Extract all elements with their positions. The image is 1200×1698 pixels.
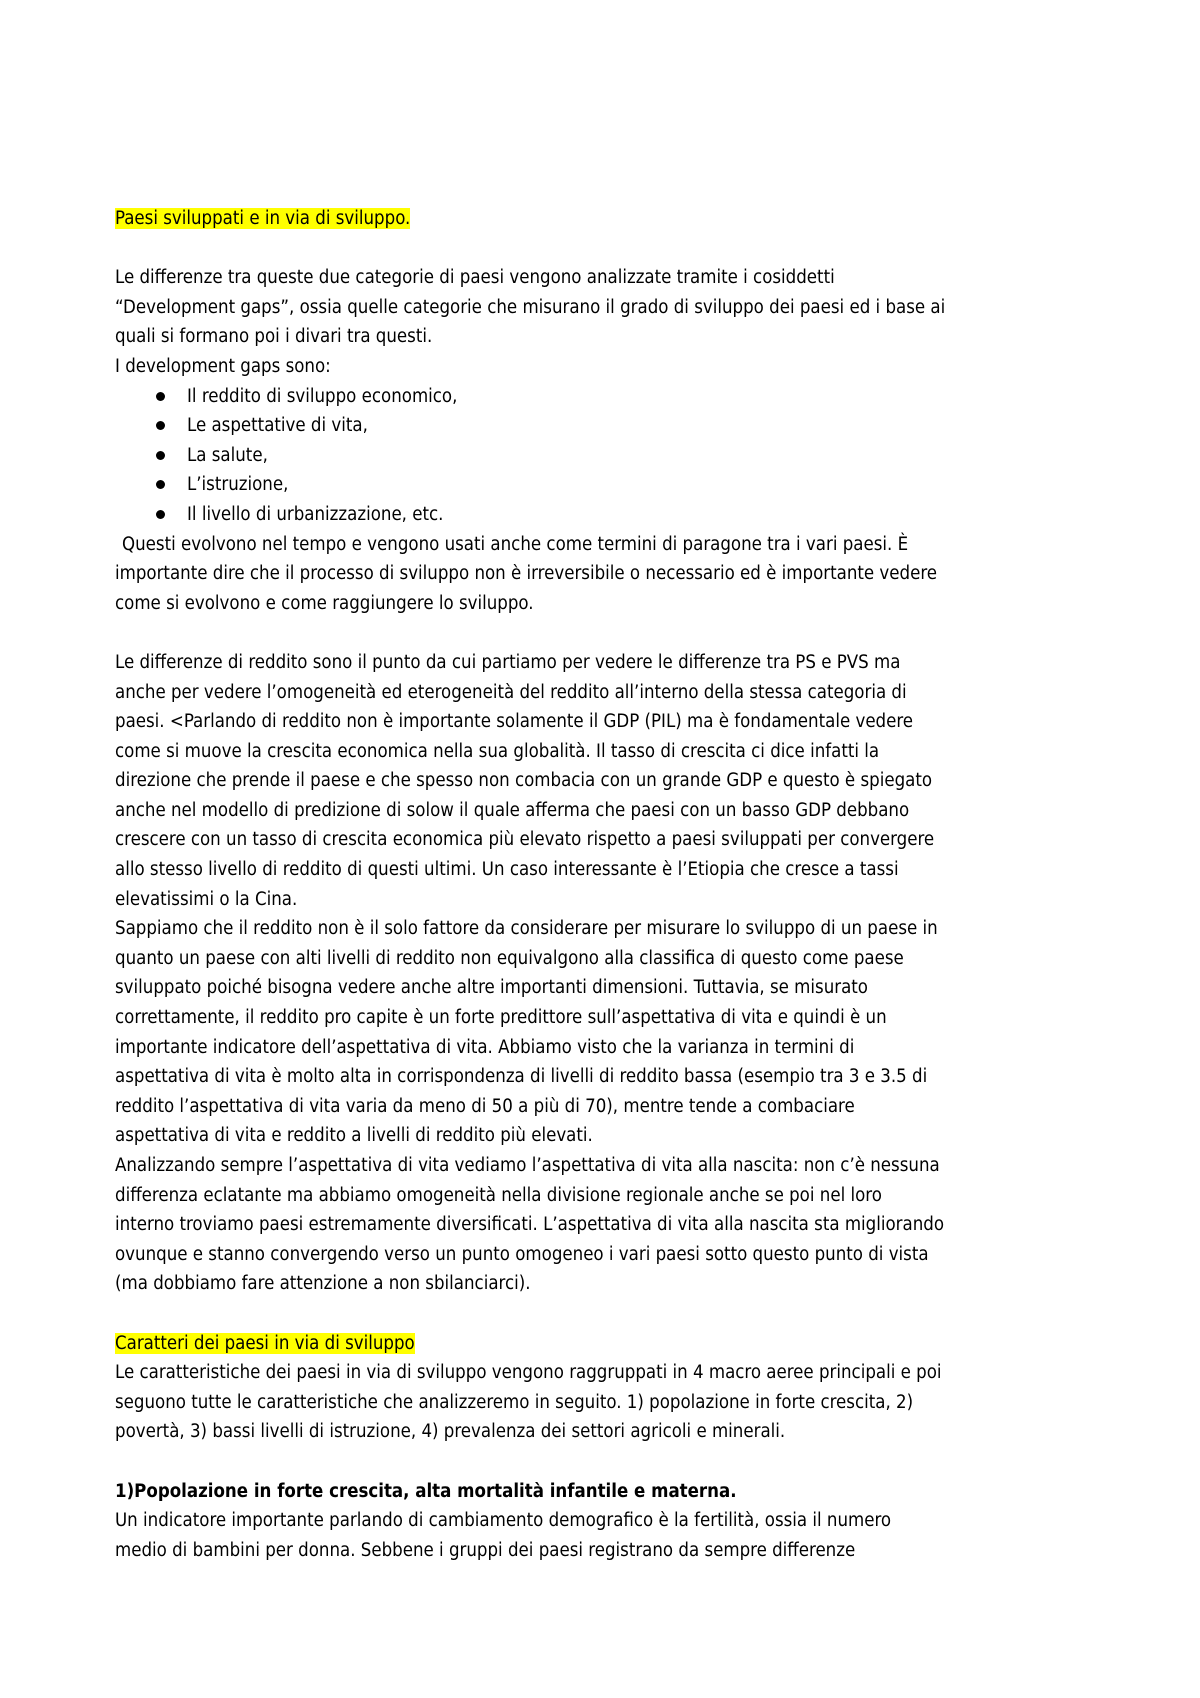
text-line: Le differenze di reddito sono il punto da cui partiamo per vedere le differenze tra PS e PVS ma (115, 651, 901, 673)
text-line: interno troviamo paesi estremamente diversificati. L’aspettativa di vita alla nascita sta migliorando (115, 1214, 944, 1236)
text-line: allo stesso livello di reddito di questi ultimi. Un caso interessante è l’Etiopia che cresce a tassi (115, 859, 899, 881)
development-gaps-list (115, 382, 1095, 530)
paragraph-characteristics (115, 1358, 1095, 1447)
text-line: anche nel modello di predizione di solow il quale afferma che paesi con un basso GDP debbano (115, 799, 910, 821)
bullet-icon (156, 451, 165, 460)
text-line: I development gaps sono: (115, 355, 331, 377)
text-line: elevatissimi o la Cina. (115, 888, 298, 910)
text-line: Analizzando sempre l’aspettativa di vita vediamo l’aspettativa di vita alla nascita: non c’è nessuna (115, 1155, 940, 1176)
text-line: anche per vedere l’omogeneità ed eterogeneità del reddito all’interno della stessa categoria di (115, 681, 907, 703)
spacer (115, 618, 1095, 648)
paragraph-fertility (115, 1506, 1095, 1565)
bullet-icon (156, 392, 165, 401)
text-line: seguono tutte le caratteristiche che analizzeremo in seguito. 1) popolazione in forte crescita, 2) (115, 1391, 914, 1413)
text-line: come si muove la crescita economica nella sua globalità. Il tasso di crescita ci dice infatti la (115, 740, 880, 762)
text-line: paesi. <Parlando di reddito non è importante solamente il GDP (PIL) ma è fondamentale vedere (115, 711, 914, 733)
text-line: reddito l’aspettativa di vita varia da meno di 50 a più di 70), mentre tende a combaciare (115, 1095, 855, 1117)
spacer (115, 234, 1095, 264)
subsection-heading: 1)Popolazione in forte crescita, alta mortalità infantile e materna. (115, 1480, 737, 1502)
text-line: (ma dobbiamo fare attenzione a non sbilanciarci). (115, 1273, 531, 1295)
text-line: povertà, 3) bassi livelli di istruzione, 4) prevalenza dei settori agricoli e minerali. (115, 1421, 786, 1443)
text-line: crescere con un tasso di crescita economica più elevato rispetto a paesi sviluppati per convergere (115, 829, 935, 851)
list-item: Il reddito di sviluppo economico, (115, 382, 1095, 412)
text-line: direzione che prende il paese e che spesso non combacia con un grande GDP e questo è spiegato (115, 770, 933, 792)
text-line: aspettativa di vita è molto alta in corrispondenza di livelli di reddito bassa (esempio tra 3 e 3.5 di (115, 1066, 928, 1088)
text-line: ovunque e stanno convergendo verso un punto omogeneo i vari paesi sotto questo punto di vista (115, 1243, 929, 1265)
text-line: medio di bambini per donna. Sebbene i gruppi dei paesi registrano da sempre differenze (115, 1539, 856, 1561)
document-body (115, 204, 1095, 1565)
text-line: importante dire che il processo di sviluppo non è irreversibile o necessario ed è importante vedere (115, 563, 938, 585)
text-line: Un indicatore importante parlando di cambiamento demografico è la fertilità, ossia il numero (115, 1510, 892, 1532)
text-line: correttamente, il reddito pro capite è un forte predittore sull’aspettativa di vita e quindi è un (115, 1007, 887, 1029)
list-item: Le aspettative di vita, (115, 411, 1095, 441)
section-heading: Paesi sviluppati e in via di sviluppo. (115, 208, 411, 229)
spacer (115, 1447, 1095, 1477)
bullet-icon (156, 510, 165, 519)
bullet-icon (156, 480, 165, 489)
text-line: sviluppato poiché bisogna vedere anche altre importanti dimensioni. Tuttavia, se misurato (115, 977, 868, 999)
text-line: Sappiamo che il reddito non è il solo fattore da considerare per misurare lo sviluppo di un paese in (115, 918, 938, 940)
text-line: Le caratteristiche dei paesi in via di sviluppo vengono raggruppati in 4 macro aeree principali e poi (115, 1362, 942, 1384)
paragraph-evolution (115, 530, 1095, 619)
text-line: importante indicatore dell’aspettativa di vita. Abbiamo visto che la varianza in termini di (115, 1036, 855, 1058)
text-line: come si evolvono e come raggiungere lo sviluppo. (115, 592, 534, 614)
text-line: aspettativa di vita e reddito a livelli di reddito più elevati. (115, 1125, 593, 1147)
section-heading: Caratteri dei paesi in via di sviluppo (115, 1332, 415, 1354)
list-item: Il livello di urbanizzazione, etc. (115, 500, 1095, 530)
spacer (115, 1299, 1095, 1329)
text-line: Le differenze tra queste due categorie di paesi vengono analizzate tramite i cosiddetti (115, 267, 835, 289)
list-item: L’istruzione, (115, 470, 1095, 500)
paragraph-income (115, 648, 1095, 1299)
bullet-icon (156, 421, 165, 430)
intro-paragraph (115, 263, 1095, 381)
text-line: quali si formano poi i divari tra questi. (115, 326, 433, 348)
text-line: Questi evolvono nel tempo e vengono usati anche come termini di paragone tra i vari paesi. È (122, 533, 909, 555)
list-item: La salute, (115, 441, 1095, 471)
text-line: quanto un paese con alti livelli di reddito non equivalgono alla classifica di questo come paese (115, 947, 904, 969)
text-line: “Development gaps”, ossia quelle categorie che misurano il grado di sviluppo dei paesi ed i base ai (115, 296, 946, 318)
text-line: differenza eclatante ma abbiamo omogeneità nella divisione regionale anche se poi nel loro (115, 1184, 882, 1206)
